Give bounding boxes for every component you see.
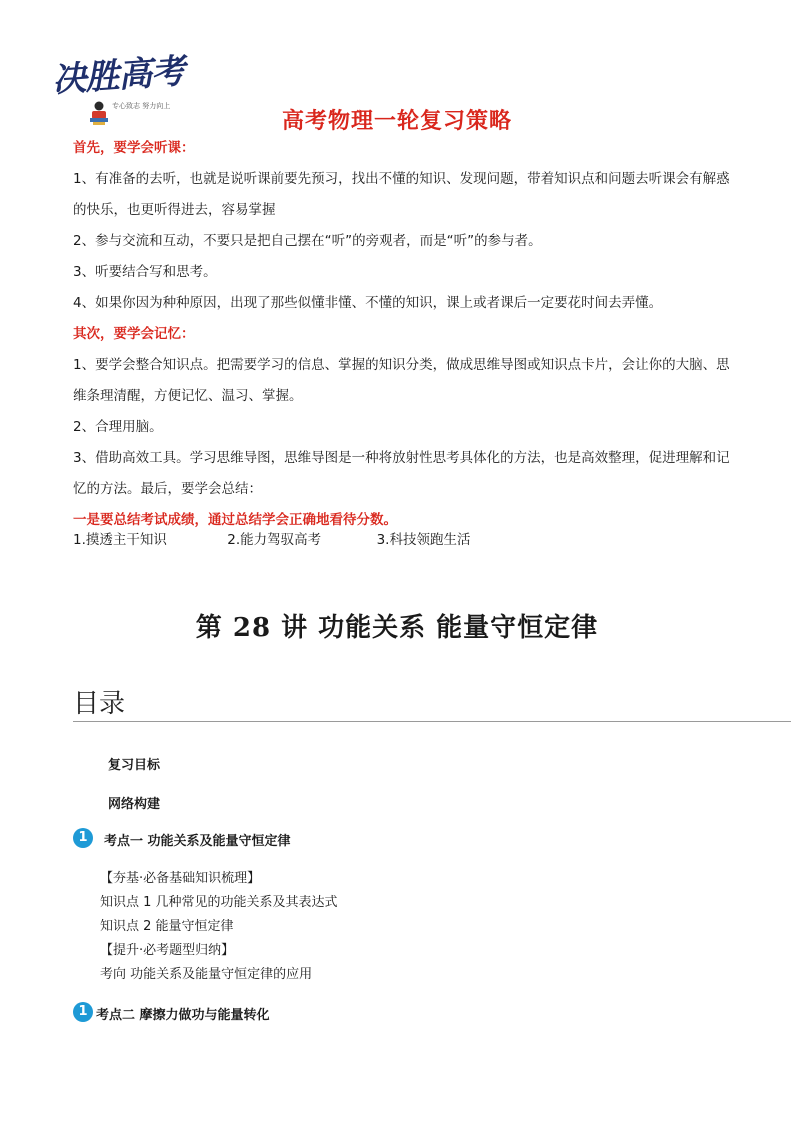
toc-item-point-one[interactable]: 考点一 功能关系及能量守恒定律 bbox=[104, 834, 291, 849]
paragraph: 3、借助高效工具。学习思维导图，思维导图是一种将放射性思考具体化的方法，也是高效整理，促进理解和记忆的方法。最后，要学会总结： bbox=[73, 450, 730, 497]
paragraph: 1、有准备的去听，也就是说听课前要先预习，找出不懂的知识、发现问题，带着知识点和问题去听课会有解惑的快乐，也更听得进去，容易掌握 bbox=[73, 171, 730, 218]
toc-subitem[interactable]: 知识点 2 能量守恒定律 bbox=[100, 919, 234, 934]
paragraph: 1、要学会整合知识点。把需要学习的信息、掌握的知识分类，做成思维导图或知识点卡片，会让你的大脑、思维条理清醒，方便记忆、温习、掌握。 bbox=[73, 357, 730, 404]
section-listening bbox=[73, 133, 733, 536]
summary-highlight: 一是要总结考试成绩，通过总结学会正确地看待分数。 bbox=[73, 512, 397, 528]
toc-divider bbox=[73, 721, 791, 722]
paragraph: 2、参与交流和互动，不要只是把自己摆在“听”的旁观者，而是“听”的参与者。 bbox=[73, 233, 542, 249]
module-item: 3.科技领跑生活 bbox=[376, 532, 471, 548]
point-number-badge: 1 bbox=[73, 828, 93, 848]
toc-subitem[interactable]: 考向 功能关系及能量守恒定律的应用 bbox=[100, 967, 313, 982]
toc-item-network[interactable]: 网络构建 bbox=[108, 797, 161, 812]
document-title: 高考物理一轮复习策略 bbox=[281, 109, 512, 134]
section-heading: 其次，要学会记忆： bbox=[73, 326, 195, 342]
paragraph: 4、如果你因为种种原因，出现了那些似懂非懂、不懂的知识，课上或者课后一定要花时间去弄懂。 bbox=[73, 295, 663, 311]
paragraph: 3、听要结合写和思考。 bbox=[73, 264, 217, 280]
modules-row bbox=[73, 528, 470, 552]
paragraph: 2、合理用脑。 bbox=[73, 419, 163, 435]
toc-subitem[interactable]: 知识点 1 几种常见的功能关系及其表达式 bbox=[100, 895, 338, 910]
toc-item-point-two[interactable]: 考点二 摩擦力做功与能量转化 bbox=[96, 1008, 270, 1023]
module-item: 1.摸透主干知识 bbox=[73, 532, 167, 548]
logo-slogan: 专心致志 努力向上 bbox=[112, 102, 171, 110]
point-number-badge: 1 bbox=[73, 1002, 93, 1022]
section-heading: 首先，要学会听课： bbox=[73, 140, 195, 156]
module-item: 2.能力驾驭高考 bbox=[227, 532, 322, 548]
toc-subitem[interactable]: 【提升·必考题型归纳】 bbox=[100, 943, 235, 958]
toc-subitem[interactable]: 【夯基·必备基础知识梳理】 bbox=[100, 871, 261, 886]
toc-item-review-goals[interactable]: 复习目标 bbox=[108, 758, 161, 773]
lecture-title: 第 28 讲 功能关系 能量守恒定律 bbox=[195, 613, 599, 643]
toc-title: 目录 bbox=[73, 689, 126, 719]
logo-text: 决胜高考 bbox=[51, 51, 186, 101]
